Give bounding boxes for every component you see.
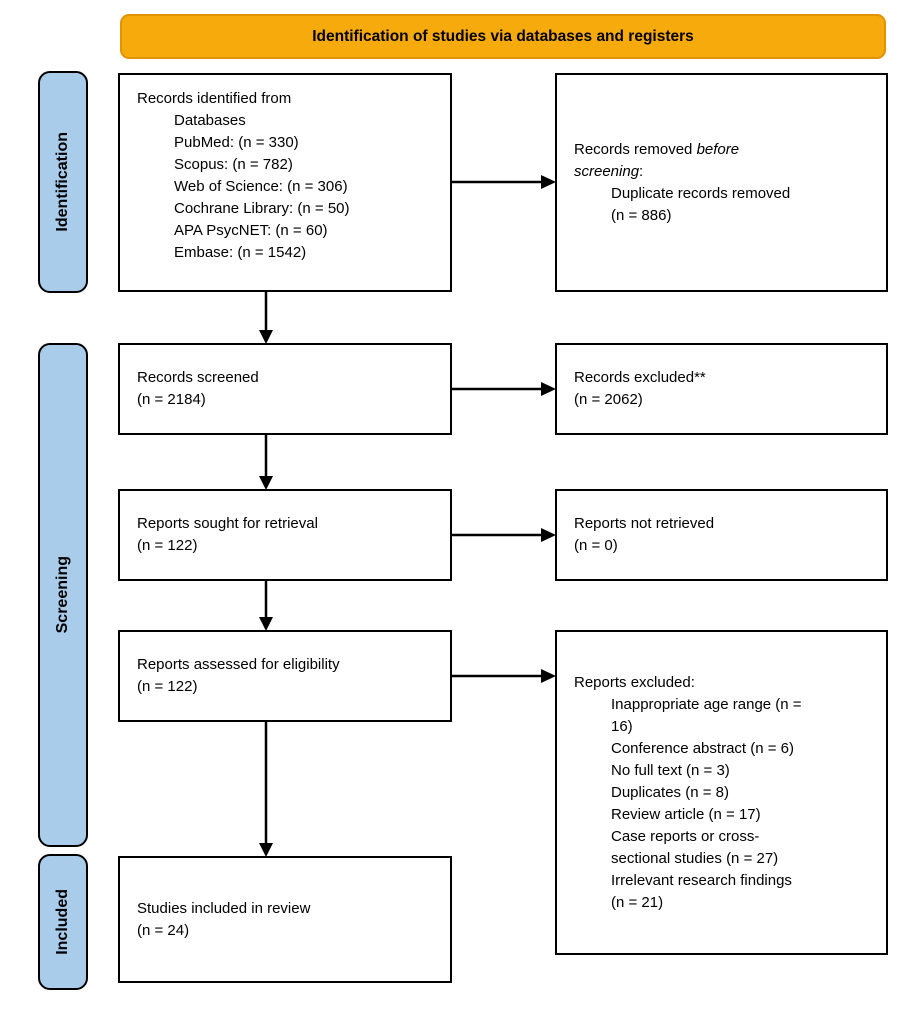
text-line: (n = 21) — [611, 893, 664, 911]
text-line: Records removed before — [574, 140, 740, 158]
stage-label-identification-text: Identification — [54, 132, 71, 232]
text-line: Duplicates (n = 8) — [611, 783, 729, 801]
text-line: Reports excluded: — [574, 673, 695, 691]
banner-identification-via-databases — [120, 14, 886, 59]
text-line: Reports sought for retrieval — [137, 515, 318, 532]
box-records-excluded — [555, 343, 888, 435]
text-line: Conference abstract (n = 6) — [611, 739, 795, 757]
text-line: (n = 122) — [137, 678, 198, 695]
arrow-right-icon-assessed-to-excluded-reasons — [452, 669, 556, 683]
text-line: Irrelevant research findings — [611, 871, 792, 889]
box-records-identified — [118, 73, 452, 292]
text-line: Case reports or cross- — [611, 827, 760, 845]
text-line: Reports assessed for eligibility — [137, 656, 340, 673]
text-line: (n = 0) — [574, 537, 618, 554]
text-line: Studies included in review — [137, 899, 311, 917]
text-line: screening: — [574, 162, 644, 180]
text-line: Duplicate records removed — [611, 184, 791, 202]
text-line: Records excluded** — [574, 369, 706, 386]
text-line: Scopus: (n = 782) — [174, 156, 293, 173]
text-line: Review article (n = 17) — [611, 805, 761, 823]
arrow-right-icon-identified-to-removed — [452, 175, 556, 189]
text-line: Web of Science: (n = 306) — [174, 178, 348, 195]
text-line: (n = 886) — [611, 206, 672, 224]
box-reports-sought-for-retrieval — [118, 489, 452, 581]
text-line: (n = 24) — [137, 921, 190, 939]
text-line: Cochrane Library: (n = 50) — [174, 200, 350, 217]
text-line: Records identified from — [137, 90, 292, 107]
text-line: (n = 122) — [137, 537, 198, 554]
text-line: Records screened — [137, 369, 259, 386]
stage-label-included-text: Included — [54, 889, 71, 955]
text-line: 16) — [611, 717, 633, 735]
text-line: Inappropriate age range (n = — [611, 695, 802, 713]
box-reports-assessed-for-eligibility — [118, 630, 452, 722]
box-reports-not-retrieved — [555, 489, 888, 581]
arrow-down-icon-screened-to-sought — [259, 435, 273, 490]
arrow-down-icon-sought-to-assessed — [259, 581, 273, 631]
box-records-screened — [118, 343, 452, 435]
box-reports-excluded-reasons — [555, 630, 888, 955]
arrow-down-icon-identified-to-screened — [259, 292, 273, 344]
box-studies-included-in-review — [118, 856, 452, 983]
arrow-right-icon-sought-to-not-retrieved — [452, 528, 556, 542]
text-line: (n = 2184) — [137, 391, 206, 408]
text-line: Reports not retrieved — [574, 515, 715, 532]
arrow-down-icon-assessed-to-included — [259, 722, 273, 857]
text-line: PubMed: (n = 330) — [174, 134, 299, 151]
text-line: APA PsycNET: (n = 60) — [174, 222, 328, 239]
text-line: (n = 2062) — [574, 391, 643, 408]
text-line: sectional studies (n = 27) — [611, 849, 779, 867]
stage-label-screening — [38, 343, 88, 847]
arrow-right-icon-screened-to-excluded — [452, 382, 556, 396]
text-line: No full text (n = 3) — [611, 761, 730, 779]
stage-label-included — [38, 854, 88, 990]
banner-label: Identification of studies via databases and registers — [312, 27, 694, 45]
box-records-removed-before-screening — [555, 73, 888, 292]
stage-label-screening-text: Screening — [54, 556, 71, 634]
text-line: Embase: (n = 1542) — [174, 244, 307, 261]
text-line: Databases — [174, 112, 246, 129]
stage-label-identification — [38, 71, 88, 293]
